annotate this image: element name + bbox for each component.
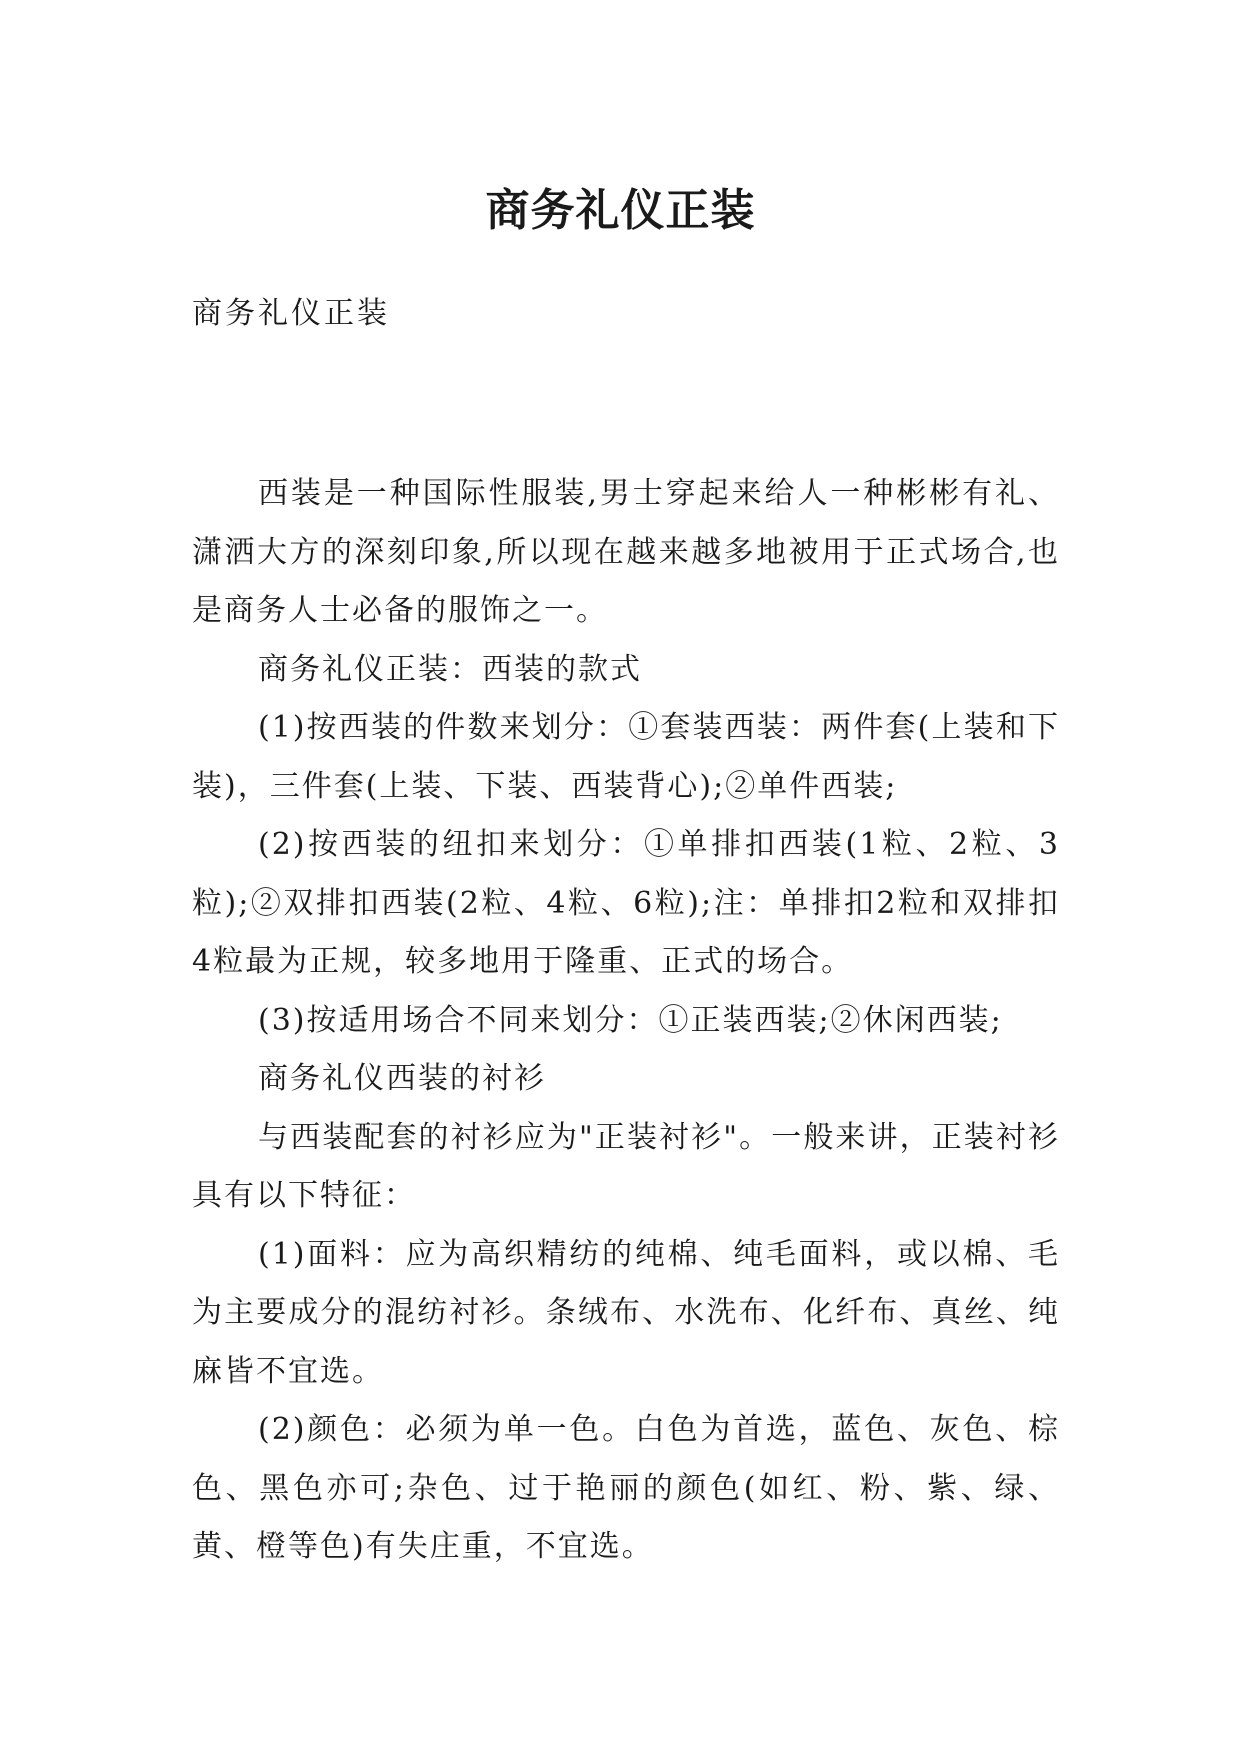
paragraph-by-occasion: (3)按适用场合不同来划分：①正装西装;②休闲西装; [258,1002,1003,1038]
section-heading-shirts: 商务礼仪西装的衬衫 [258,1061,546,1096]
document-subtitle: 商务礼仪正装 [192,296,390,331]
section-heading-suit-styles: 商务礼仪正装：西装的款式 [258,651,642,687]
page-title: 商务礼仪正装 [485,185,756,237]
document-body [192,465,1060,1577]
paragraph-color: (2)颜色：必须为单一色。白色为首选，蓝色、灰色、棕色、黑色亦可;杂色、过于艳丽的颜色(如红、粉、紫、绿、黄、橙等色)有失庄重，不宜选。 [192,1412,1060,1564]
paragraph-by-pieces: (1)按西装的件数来划分：①套装西装：两件套(上装和下装)，三件套(上装、下装、西装背心);②单件西装; [192,710,1060,804]
paragraph-by-buttons: (2)按西装的纽扣来划分：①单排扣西装(1粒、2粒、3粒);②双排扣西装(2粒、4粒、6粒);注：单排扣2粒和双排扣4粒最为正规，较多地用于隆重、正式的场合。 [192,827,1060,979]
paragraph-intro: 西装是一种国际性服装,男士穿起来给人一种彬彬有礼、潇洒大方的深刻印象,所以现在越来越多地被用于正式场合,也是商务人士必备的服饰之一。 [192,476,1060,628]
paragraph-fabric: (1)面料：应为高织精纺的纯棉、纯毛面料，或以棉、毛为主要成分的混纺衬衫。条绒布、水洗布、化纤布、真丝、纯麻皆不宜选。 [192,1236,1060,1389]
paragraph-shirt-intro: 与西装配套的衬衫应为"正装衬衫"。一般来讲，正装衬衫具有以下特征： [192,1119,1060,1213]
